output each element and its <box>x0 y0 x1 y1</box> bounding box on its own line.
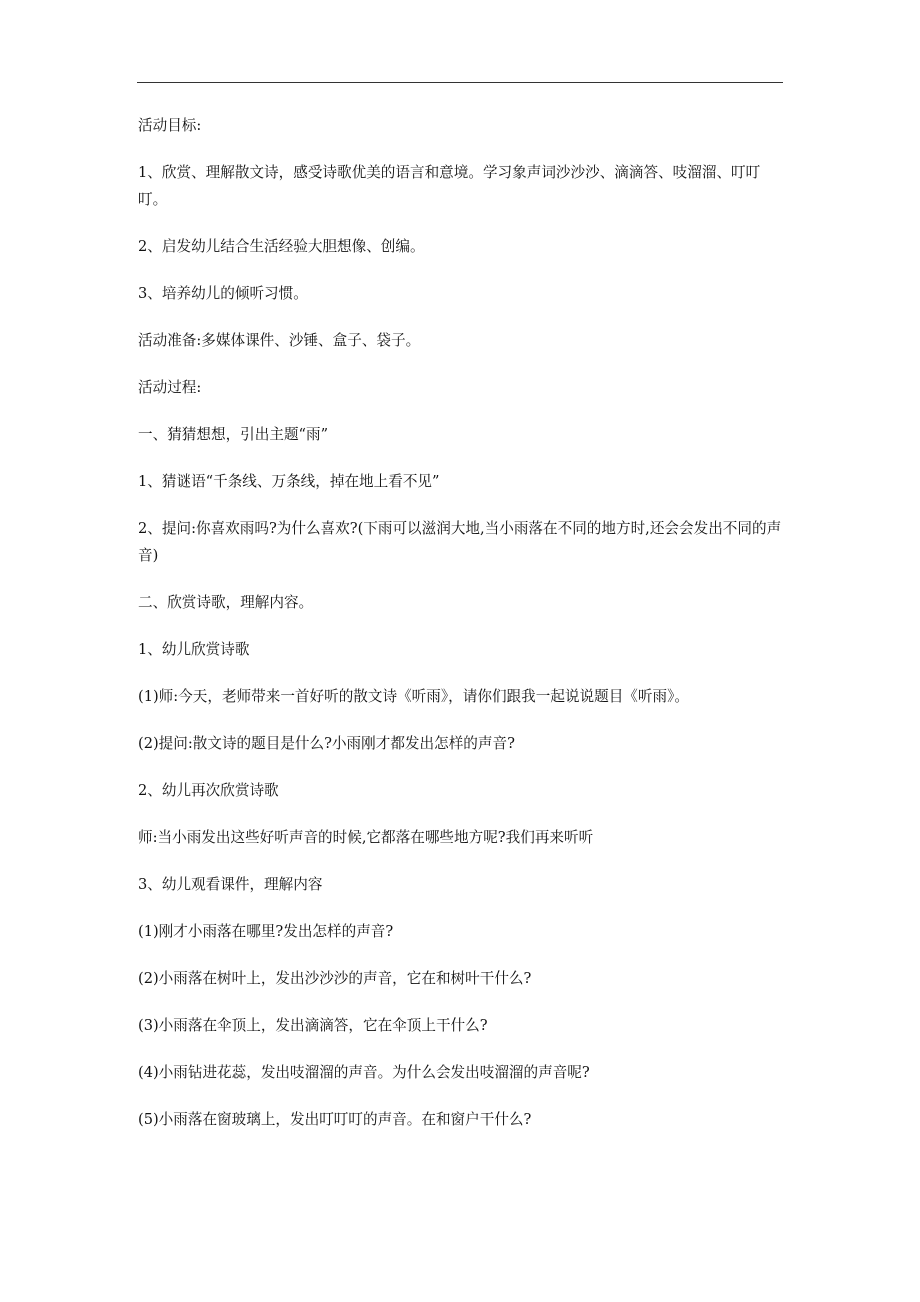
process-part-2-heading: 二、欣赏诗歌，理解内容。 <box>138 594 314 611</box>
process-part-1-heading: 一、猜猜想想，引出主题“雨” <box>138 426 329 443</box>
process-2-step-2: 2、幼儿再次欣赏诗歌 <box>138 782 279 799</box>
section-heading-process: 活动过程: <box>138 379 202 396</box>
process-2-step-2-text: 师:当小雨发出这些好听声音的时候,它都落在哪些地方呢?我们再来听听 <box>138 829 594 846</box>
process-1-step-1: 1、猜谜语“千条线、万条线，掉在地上看不见” <box>138 473 440 490</box>
goal-item-3: 3、培养幼儿的倾听习惯。 <box>138 285 308 302</box>
process-2-step-3: 3、幼儿观看课件，理解内容 <box>138 876 323 893</box>
process-2-step-3-sub-3: (3)小雨落在伞顶上，发出滴滴答，它在伞顶上干什么? <box>138 1017 488 1034</box>
section-heading-goals: 活动目标: <box>138 117 202 134</box>
process-2-step-3-sub-1: (1)刚才小雨落在哪里?发出怎样的声音? <box>138 923 394 940</box>
process-2-step-1: 1、幼儿欣赏诗歌 <box>138 641 250 658</box>
goal-item-2: 2、启发幼儿结合生活经验大胆想像、创编。 <box>138 238 425 255</box>
document-body <box>138 112 788 1153</box>
header-rule <box>137 82 783 83</box>
process-2-step-3-sub-2: (2)小雨落在树叶上，发出沙沙沙的声音，它在和树叶干什么? <box>138 970 532 987</box>
process-2-step-3-sub-4: (4)小雨钻进花蕊，发出吱溜溜的声音。为什么会发出吱溜溜的声音呢? <box>138 1064 590 1081</box>
process-2-step-1-sub-2: (2)提问:散文诗的题目是什么?小雨刚才都发出怎样的声音? <box>138 735 515 752</box>
process-2-step-1-sub-1: (1)师:今天，老师带来一首好听的散文诗《听雨》，请你们跟我一起说说题目《听雨》。 <box>138 688 689 705</box>
preparation-line: 活动准备:多媒体课件、沙锤、盒子、袋子。 <box>138 332 421 349</box>
process-2-step-3-sub-5: (5)小雨落在窗玻璃上，发出叮叮叮的声音。在和窗户干什么? <box>138 1111 532 1128</box>
goal-item-1: 1、欣赏、理解散文诗，感受诗歌优美的语言和意境。学习象声词沙沙沙、滴滴答、吱溜溜、叮叮叮。 <box>138 164 761 208</box>
process-1-step-2: 2、提问:你喜欢雨吗?为什么喜欢?(下雨可以滋润大地,当小雨落在不同的地方时,还会会发出不同的声音) <box>138 520 782 564</box>
